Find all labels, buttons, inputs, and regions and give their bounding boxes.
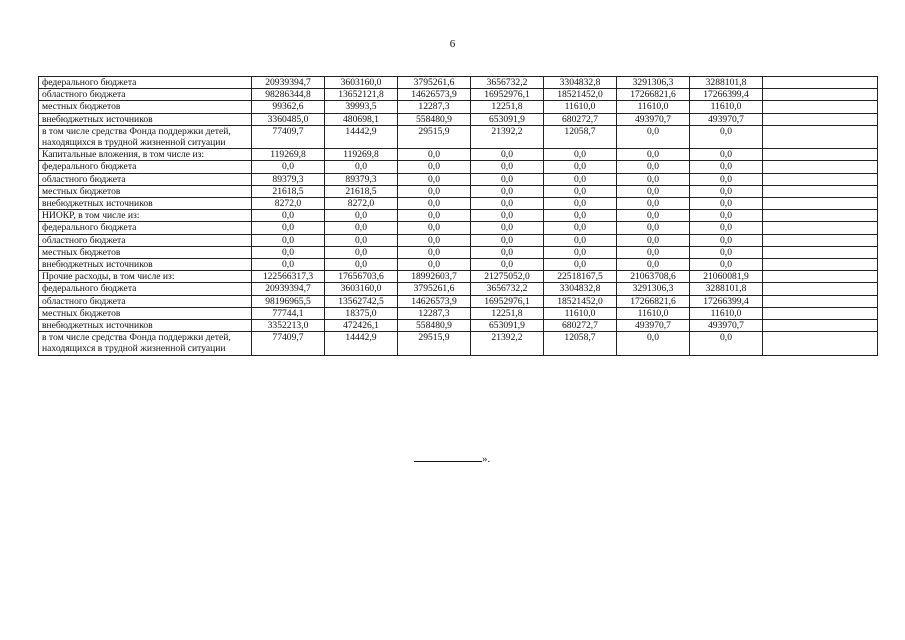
empty-cell: [763, 222, 878, 234]
value-cell: 0,0: [471, 149, 544, 161]
row-label: федерального бюджета: [39, 77, 252, 89]
value-cell: 77409,7: [252, 125, 325, 148]
table-row: [39, 149, 878, 161]
value-cell: 0,0: [252, 161, 325, 173]
table-row: [39, 210, 878, 222]
value-cell: 11610,0: [544, 101, 617, 113]
row-label: внебюджетных источников: [39, 259, 252, 271]
row-label: в том числе средства Фонда поддержки детей, находящихся в трудной жизненной ситуации: [39, 125, 252, 148]
row-label: федерального бюджета: [39, 283, 252, 295]
closing-quote: ».: [482, 453, 491, 465]
value-cell: 0,0: [617, 149, 690, 161]
value-cell: 12058,7: [544, 332, 617, 355]
value-cell: 20939394,7: [252, 77, 325, 89]
value-cell: 0,0: [690, 234, 763, 246]
value-cell: 0,0: [471, 210, 544, 222]
value-cell: 480698,1: [325, 113, 398, 125]
value-cell: 493970,7: [690, 113, 763, 125]
value-cell: 17266821,6: [617, 295, 690, 307]
value-cell: 21392,2: [471, 125, 544, 148]
value-cell: 12287,3: [398, 101, 471, 113]
row-label: в том числе средства Фонда поддержки детей, находящихся в трудной жизненной ситуации: [39, 332, 252, 355]
empty-cell: [763, 320, 878, 332]
value-cell: 3304832,8: [544, 283, 617, 295]
value-cell: 0,0: [690, 222, 763, 234]
value-cell: 0,0: [617, 234, 690, 246]
value-cell: 0,0: [325, 210, 398, 222]
value-cell: 0,0: [690, 185, 763, 197]
value-cell: 0,0: [617, 210, 690, 222]
value-cell: 122566317,3: [252, 271, 325, 283]
value-cell: 18521452,0: [544, 295, 617, 307]
value-cell: 3360485,0: [252, 113, 325, 125]
value-cell: 0,0: [617, 222, 690, 234]
value-cell: 0,0: [471, 246, 544, 258]
value-cell: 0,0: [544, 210, 617, 222]
value-cell: 0,0: [398, 185, 471, 197]
value-cell: 3352213,0: [252, 320, 325, 332]
table-row: [39, 332, 878, 355]
value-cell: 0,0: [690, 161, 763, 173]
value-cell: 493970,7: [617, 113, 690, 125]
value-cell: 3603160,0: [325, 77, 398, 89]
empty-cell: [763, 161, 878, 173]
value-cell: 12251,8: [471, 307, 544, 319]
table-row: [39, 125, 878, 148]
value-cell: 17266399,4: [690, 295, 763, 307]
table-row: [39, 259, 878, 271]
value-cell: 16952976,1: [471, 89, 544, 101]
value-cell: 0,0: [690, 332, 763, 355]
value-cell: 0,0: [252, 210, 325, 222]
value-cell: 0,0: [252, 246, 325, 258]
empty-cell: [763, 332, 878, 355]
value-cell: 89379,3: [252, 173, 325, 185]
row-label: областного бюджета: [39, 89, 252, 101]
value-cell: 0,0: [544, 234, 617, 246]
value-cell: 0,0: [398, 173, 471, 185]
empty-cell: [763, 173, 878, 185]
table-row: [39, 173, 878, 185]
value-cell: 493970,7: [617, 320, 690, 332]
value-cell: 0,0: [398, 222, 471, 234]
empty-cell: [763, 234, 878, 246]
value-cell: 3288101,8: [690, 283, 763, 295]
value-cell: 8272,0: [325, 198, 398, 210]
value-cell: 0,0: [471, 222, 544, 234]
value-cell: 0,0: [544, 185, 617, 197]
empty-cell: [763, 271, 878, 283]
value-cell: 17266821,6: [617, 89, 690, 101]
table-row: [39, 271, 878, 283]
closing-mark: [414, 452, 490, 465]
value-cell: 0,0: [325, 259, 398, 271]
value-cell: 0,0: [544, 259, 617, 271]
table-row: [39, 113, 878, 125]
value-cell: 21060081,9: [690, 271, 763, 283]
table-row: [39, 89, 878, 101]
row-label: Прочие расходы, в том числе из:: [39, 271, 252, 283]
value-cell: 18992603,7: [398, 271, 471, 283]
value-cell: 0,0: [544, 246, 617, 258]
value-cell: 3795261,6: [398, 283, 471, 295]
value-cell: 12287,3: [398, 307, 471, 319]
value-cell: 0,0: [617, 332, 690, 355]
value-cell: 0,0: [325, 234, 398, 246]
value-cell: 0,0: [690, 246, 763, 258]
empty-cell: [763, 101, 878, 113]
value-cell: 0,0: [325, 246, 398, 258]
empty-cell: [763, 295, 878, 307]
value-cell: 0,0: [617, 161, 690, 173]
empty-cell: [763, 198, 878, 210]
empty-cell: [763, 89, 878, 101]
value-cell: 89379,3: [325, 173, 398, 185]
table-row: [39, 320, 878, 332]
table-row: [39, 77, 878, 89]
value-cell: 653091,9: [471, 320, 544, 332]
row-label: федерального бюджета: [39, 161, 252, 173]
value-cell: 14442,9: [325, 332, 398, 355]
value-cell: 0,0: [471, 198, 544, 210]
empty-cell: [763, 283, 878, 295]
value-cell: 558480,9: [398, 320, 471, 332]
row-label: областного бюджета: [39, 234, 252, 246]
row-label: местных бюджетов: [39, 101, 252, 113]
value-cell: 0,0: [252, 259, 325, 271]
row-label: внебюджетных источников: [39, 320, 252, 332]
value-cell: 14626573,9: [398, 295, 471, 307]
value-cell: 3795261,6: [398, 77, 471, 89]
value-cell: 558480,9: [398, 113, 471, 125]
value-cell: 77744,1: [252, 307, 325, 319]
value-cell: 21618,5: [325, 185, 398, 197]
value-cell: 0,0: [471, 234, 544, 246]
value-cell: 77409,7: [252, 332, 325, 355]
budget-table: [38, 76, 878, 356]
value-cell: 0,0: [690, 125, 763, 148]
value-cell: 14626573,9: [398, 89, 471, 101]
value-cell: 21618,5: [252, 185, 325, 197]
table-row: [39, 222, 878, 234]
value-cell: 13652121,8: [325, 89, 398, 101]
value-cell: 0,0: [398, 210, 471, 222]
value-cell: 0,0: [690, 259, 763, 271]
empty-cell: [763, 113, 878, 125]
value-cell: 22518167,5: [544, 271, 617, 283]
value-cell: 3603160,0: [325, 283, 398, 295]
row-label: внебюджетных источников: [39, 113, 252, 125]
value-cell: 18521452,0: [544, 89, 617, 101]
value-cell: 29515,9: [398, 332, 471, 355]
value-cell: 99362,6: [252, 101, 325, 113]
value-cell: 14442,9: [325, 125, 398, 148]
value-cell: 13562742,5: [325, 295, 398, 307]
value-cell: 3656732,2: [471, 77, 544, 89]
row-label: НИОКР, в том числе из:: [39, 210, 252, 222]
value-cell: 119269,8: [325, 149, 398, 161]
value-cell: 8272,0: [252, 198, 325, 210]
value-cell: 0,0: [690, 210, 763, 222]
table-row: [39, 161, 878, 173]
row-label: местных бюджетов: [39, 246, 252, 258]
value-cell: 0,0: [544, 222, 617, 234]
value-cell: 0,0: [471, 173, 544, 185]
empty-cell: [763, 149, 878, 161]
value-cell: 0,0: [398, 161, 471, 173]
table-row: [39, 198, 878, 210]
row-label: внебюджетных источников: [39, 198, 252, 210]
value-cell: 3291306,3: [617, 283, 690, 295]
value-cell: 472426,1: [325, 320, 398, 332]
value-cell: 0,0: [325, 161, 398, 173]
empty-cell: [763, 259, 878, 271]
row-label: федерального бюджета: [39, 222, 252, 234]
value-cell: 3304832,8: [544, 77, 617, 89]
value-cell: 17266399,4: [690, 89, 763, 101]
row-label: местных бюджетов: [39, 185, 252, 197]
value-cell: 0,0: [252, 234, 325, 246]
value-cell: 11610,0: [617, 101, 690, 113]
value-cell: 3656732,2: [471, 283, 544, 295]
table-row: [39, 185, 878, 197]
value-cell: 680272,7: [544, 113, 617, 125]
value-cell: 3288101,8: [690, 77, 763, 89]
value-cell: 119269,8: [252, 149, 325, 161]
value-cell: 3291306,3: [617, 77, 690, 89]
value-cell: 16952976,1: [471, 295, 544, 307]
value-cell: 12058,7: [544, 125, 617, 148]
value-cell: 11610,0: [617, 307, 690, 319]
empty-cell: [763, 246, 878, 258]
value-cell: 0,0: [471, 259, 544, 271]
value-cell: 0,0: [325, 222, 398, 234]
value-cell: 21392,2: [471, 332, 544, 355]
value-cell: 0,0: [544, 173, 617, 185]
value-cell: 98196965,5: [252, 295, 325, 307]
row-label: областного бюджета: [39, 295, 252, 307]
value-cell: 0,0: [398, 234, 471, 246]
value-cell: 11610,0: [690, 307, 763, 319]
empty-cell: [763, 307, 878, 319]
value-cell: 0,0: [617, 259, 690, 271]
value-cell: 20939394,7: [252, 283, 325, 295]
table-row: [39, 283, 878, 295]
empty-cell: [763, 77, 878, 89]
value-cell: 0,0: [690, 149, 763, 161]
value-cell: 0,0: [617, 185, 690, 197]
value-cell: 0,0: [617, 198, 690, 210]
value-cell: 29515,9: [398, 125, 471, 148]
value-cell: 0,0: [398, 259, 471, 271]
value-cell: 0,0: [544, 161, 617, 173]
value-cell: 0,0: [690, 198, 763, 210]
value-cell: 653091,9: [471, 113, 544, 125]
value-cell: 0,0: [617, 173, 690, 185]
value-cell: 0,0: [471, 161, 544, 173]
value-cell: 12251,8: [471, 101, 544, 113]
row-label: областного бюджета: [39, 173, 252, 185]
table-row: [39, 307, 878, 319]
value-cell: 0,0: [690, 173, 763, 185]
value-cell: 0,0: [617, 246, 690, 258]
table-row: [39, 101, 878, 113]
value-cell: 0,0: [617, 125, 690, 148]
table-row: [39, 246, 878, 258]
value-cell: 17656703,6: [325, 271, 398, 283]
value-cell: 18375,0: [325, 307, 398, 319]
empty-cell: [763, 210, 878, 222]
empty-cell: [763, 125, 878, 148]
row-label: местных бюджетов: [39, 307, 252, 319]
value-cell: 493970,7: [690, 320, 763, 332]
table-row: [39, 295, 878, 307]
empty-cell: [763, 185, 878, 197]
value-cell: 680272,7: [544, 320, 617, 332]
value-cell: 11610,0: [690, 101, 763, 113]
page-number: 6: [449, 38, 456, 50]
signature-line: [414, 452, 482, 462]
value-cell: 0,0: [252, 222, 325, 234]
value-cell: 0,0: [544, 149, 617, 161]
value-cell: 98286344,8: [252, 89, 325, 101]
value-cell: 21063708,6: [617, 271, 690, 283]
value-cell: 0,0: [398, 246, 471, 258]
value-cell: 0,0: [544, 198, 617, 210]
table-row: [39, 234, 878, 246]
value-cell: 39993,5: [325, 101, 398, 113]
value-cell: 0,0: [398, 149, 471, 161]
value-cell: 21275052,0: [471, 271, 544, 283]
value-cell: 0,0: [471, 185, 544, 197]
row-label: Капитальные вложения, в том числе из:: [39, 149, 252, 161]
value-cell: 0,0: [398, 198, 471, 210]
value-cell: 11610,0: [544, 307, 617, 319]
